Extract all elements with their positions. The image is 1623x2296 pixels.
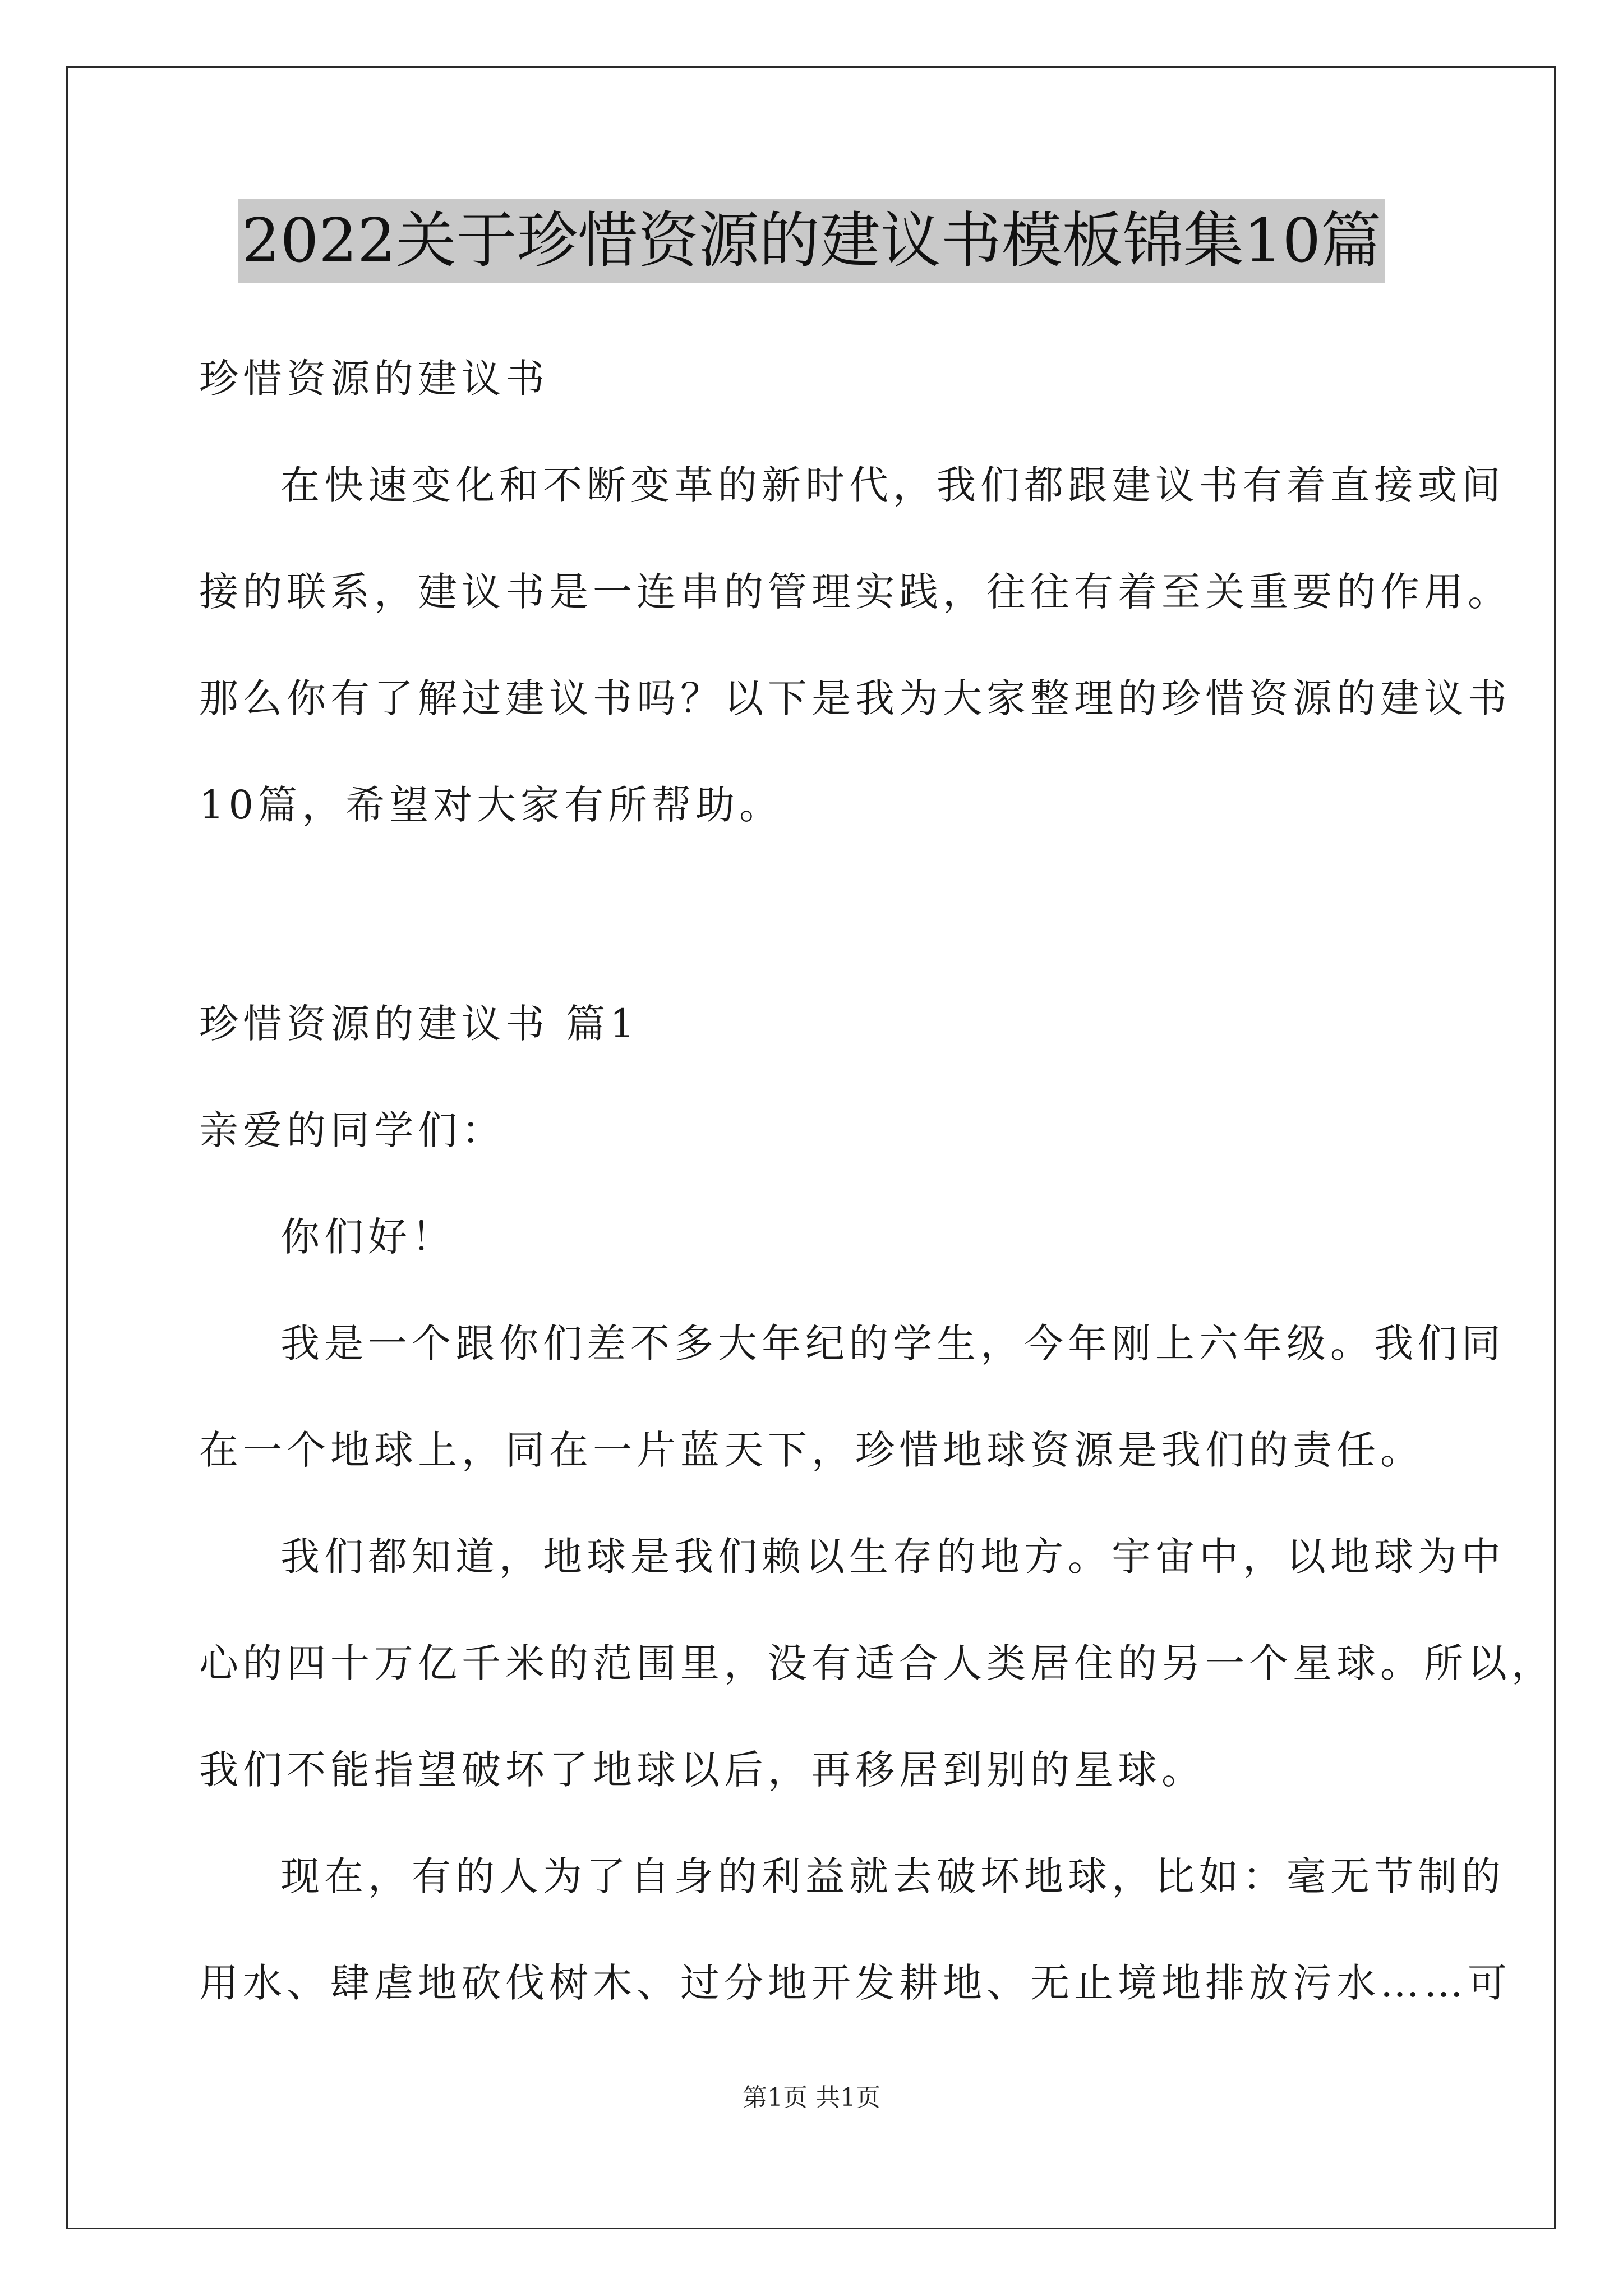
body-paragraph-line: 我们不能指望破坏了地球以后，再移居到别的星球。 (199, 1747, 1205, 1793)
section-heading: 珍惜资源的建议书 (199, 356, 549, 402)
title-container (0, 199, 1623, 283)
salutation: 亲爱的同学们： (199, 1107, 505, 1153)
body-paragraph-line: 现在，有的人为了自身的利益就去破坏地球，比如：毫无节制的 (280, 1853, 1505, 1899)
page-footer: 第1页 共1页 (743, 2083, 880, 2112)
body-paragraph-line: 我是一个跟你们差不多大年纪的学生，今年刚上六年级。我们同 (280, 1320, 1505, 1366)
body-paragraph-line: 心的四十万亿千米的范围里，没有适合人类居住的另一个星球。所以， (199, 1640, 1555, 1686)
intro-paragraph-line: 那么你有了解过建议书吗？以下是我为大家整理的珍惜资源的建议书 (199, 675, 1511, 721)
intro-paragraph-line: 10篇，希望对大家有所帮助。 (199, 782, 783, 828)
body-paragraph-line: 在一个地球上，同在一片蓝天下，珍惜地球资源是我们的责任。 (199, 1427, 1424, 1473)
intro-paragraph-line: 接的联系，建议书是一连串的管理实践，往往有着至关重要的作用。 (199, 569, 1511, 615)
body-paragraph-line: 用水、肆虐地砍伐树木、过分地开发耕地、无止境地排放污水……可 (199, 1960, 1511, 2006)
intro-paragraph-line: 在快速变化和不断变革的新时代，我们都跟建议书有着直接或间 (280, 462, 1505, 508)
article-heading: 珍惜资源的建议书 篇1 (199, 1001, 639, 1047)
greeting: 你们好！ (280, 1214, 455, 1260)
document-title: 2022关于珍惜资源的建议书模板锦集10篇 (238, 199, 1385, 283)
body-paragraph-line: 我们都知道，地球是我们赖以生存的地方。宇宙中，以地球为中 (280, 1534, 1505, 1580)
